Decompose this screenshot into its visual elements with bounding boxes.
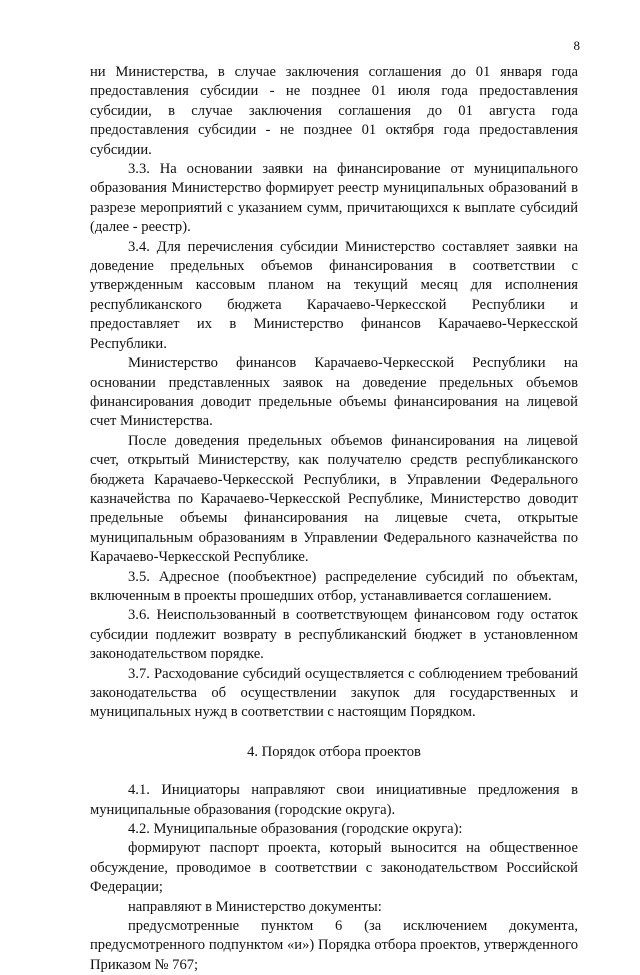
paragraph-3-6: 3.6. Неиспользованный в соответствующем финансовом году остаток субсидии подлежит возврату в республиканский бюджет в установленном законодательством порядке. bbox=[90, 607, 578, 663]
paragraph-continuation: ни Министерства, в случае заключения соглашения до 01 января года предоставления субсидии - не позднее 01 июля года предоставления субсидии, в случае заключения соглашения до 01 августа года предоставления субсидии - не позднее 01 октября года предоставления субсидии. bbox=[90, 64, 578, 158]
paragraph-3-5: 3.5. Адресное (пообъектное) распределение субсидий по объектам, включенным в проекты прошедших отбор, устанавливается соглашением. bbox=[90, 568, 578, 604]
paragraph-3-4: 3.4. Для перечисления субсидии Министерство составляет заявки на доведение предельных объемов финансирования в соответствии с утвержденным кассовым планом на текущий месяц для исполнения республиканского бюджета Карачаево-Черкесской Республики и предоставляет их в Министерство финансов Карачаево-Черкесской Республики. bbox=[90, 238, 578, 352]
section-title: 4. Порядок отбора проектов bbox=[247, 743, 421, 760]
paragraph-3-7: 3.7. Расходование субсидий осуществляется с соблюдением требований законодательства об осуществлении закупок для государственных и муниципальных нужд в соответствии с настоящим Порядком. bbox=[90, 665, 578, 721]
paragraph-provided-by: предусмотренные пунктом 6 (за исключением документа, предусмотренного подпунктом «и») Порядка отбора проектов, утвержденного Приказом № 767; bbox=[90, 918, 578, 973]
paragraph-3-3: 3.3. На основании заявки на финансирование от муниципального образования Министерство формирует реестр муниципальных образований в разрезе мероприятий с указанием сумм, причитающихся к выплате субсидий (далее - реестр). bbox=[90, 161, 578, 236]
paragraph-send-documents: направляют в Министерство документы: bbox=[128, 898, 382, 915]
paragraph-minfin: Министерство финансов Карачаево-Черкесской Республики на основании представленных заявок на доведение предельных объемов финансирования доводит предельные объемы финансирования на лицевой счет Министерства. bbox=[90, 355, 578, 430]
page-number: 8 bbox=[573, 38, 580, 53]
document-body bbox=[90, 63, 578, 975]
paragraph-4-1: 4.1. Инициаторы направляют свои инициативные предложения в муниципальные образования (городские округа). bbox=[90, 782, 578, 818]
paragraph-after-limits: После доведения предельных объемов финансирования на лицевой счет, открытый Министерству, как получателю средств республиканского бюджета Карачаево-Черкесской Республики, в Управлении Федерального казначейства по Карачаево-Черкесской Республике, Министерство доводит предельные объемы финансирования на лицевые счета, открытые муниципальным образованиям в Управлении Федерального казначейства по Карачаево-Черкесской Республике. bbox=[90, 432, 578, 566]
paragraph-form-passport: формируют паспорт проекта, который выносится на общественное обсуждение, проводимое в соответствии с законодательством Российской Федерации; bbox=[90, 840, 578, 896]
paragraph-4-2: 4.2. Муниципальные образования (городские округа): bbox=[128, 821, 463, 838]
